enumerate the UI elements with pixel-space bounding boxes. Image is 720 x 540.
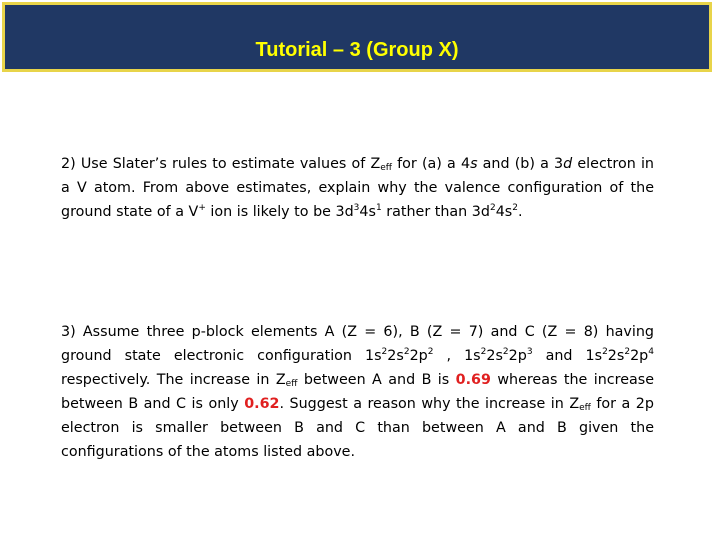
question-3: 3) Assume three p-block elements A (Z = 6), B (Z = 7) and C (Z = 8) having ground state electronic configuration $1s^22s^22p^2$ , $1s^22s^22p^3$ and $1s^22s^22p^4$ respectively. The increase in $Z_{eff}$ between A and B is 0.69 whereas the increase between B and C is only 0.62. Suggest a reason why the increase in $Z_{eff}$ for a 2p electron is smaller between B and C than between A and B given the configurations of the atoms listed above. [61, 324, 654, 460]
highlight-value-2: 0.62 [244, 396, 280, 412]
title-bar [2, 2, 712, 72]
question-2: 2) Use Slater’s rules to estimate values of $Z_{eff}$ for (a) a 4s and (b) a 3d electron in a V atom. From above estimates, explain why the valence configuration of the ground state of a V+ ion is likely to be $3d^34s^1$ rather than $3d^24s^2$. [61, 156, 654, 220]
highlight-value-1: 0.69 [455, 372, 491, 388]
page-title: Tutorial – 3 (Group X) [255, 39, 459, 61]
